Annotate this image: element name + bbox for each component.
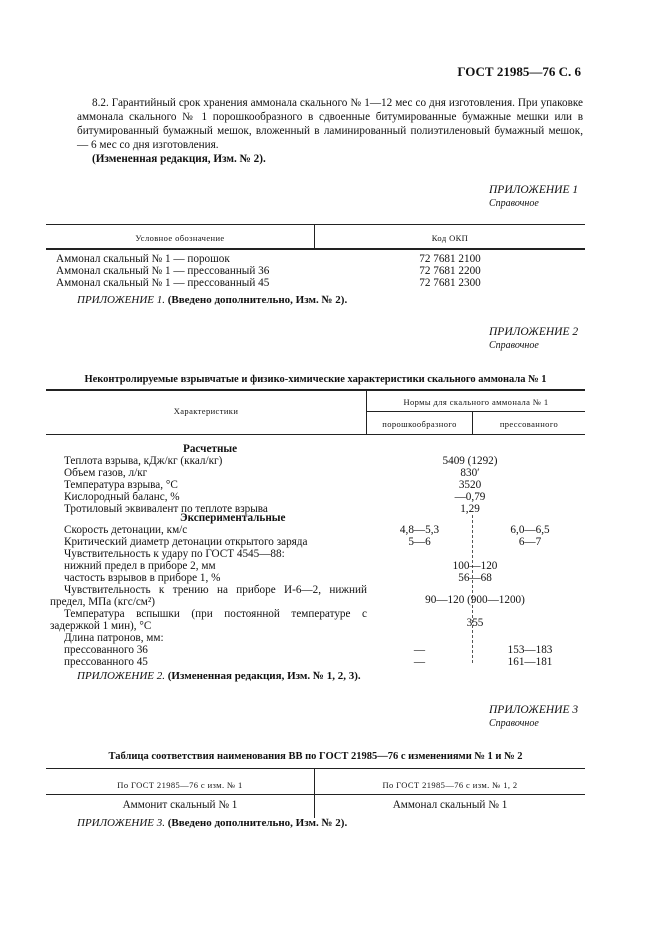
appendix3-title: ПРИЛОЖЕНИЕ 3 xyxy=(489,704,579,716)
calc-row-value: 830′ xyxy=(460,467,480,479)
appendix3-heading xyxy=(489,704,578,730)
appendix1-note-text: (Введено дополнительно, Изм. № 2). xyxy=(167,294,348,306)
appendix2-note xyxy=(77,670,361,682)
detonation-speed-pressed: 6,0—6,5 xyxy=(510,524,550,536)
appendix1-subtitle: Справочное xyxy=(489,198,539,209)
calc-row-value: 5409 (1292) xyxy=(442,455,498,467)
appendix2-table-title: Неконтролируемые взрывчатые и физико-химические характеристики скального аммонала № 1 xyxy=(84,374,547,385)
appendix2-heading xyxy=(489,326,578,352)
appendix3-note-text: (Введено дополнительно, Изм. № 2). xyxy=(167,817,348,829)
appendix1-col-code: Код ОКП xyxy=(431,233,469,243)
appendix2-col-characteristics: Характеристики xyxy=(173,406,239,416)
calc-row-name: Объем газов, л/кг xyxy=(64,467,148,479)
appendix2-col-norms: Нормы для скального аммонала № 1 xyxy=(403,397,549,407)
pressed45-pressed: 161—181 xyxy=(507,656,553,668)
pressed45-label: прессованного 45 xyxy=(64,656,148,668)
appendix1-row-name: Аммонал скальный № 1 — порошок xyxy=(56,253,230,265)
page-header: ГОСТ 21985—76 С. 6 xyxy=(457,64,581,79)
appendix1-row-code: 72 7681 2200 xyxy=(419,265,481,277)
pressed36-pressed: 153—183 xyxy=(507,644,553,656)
section-8-2-amendment: (Измененная редакция, Изм. № 2). xyxy=(92,153,266,165)
section-8-2 xyxy=(77,96,583,166)
appendix2-section-calc: Расчетные xyxy=(183,443,238,455)
calc-row-name: Теплота взрыва, кДж/кг (ккал/кг) xyxy=(64,455,223,467)
appendix1-row-name: Аммонал скальный № 1 — прессованный 45 xyxy=(56,277,270,289)
pressed36-powder: — xyxy=(413,644,426,656)
calc-row-value: 1,29 xyxy=(460,503,480,515)
calc-row-value: 3520 xyxy=(458,479,482,491)
calc-row-name: Температура взрыва, °С xyxy=(64,479,178,491)
detonation-speed-powder: 4,8—5,3 xyxy=(399,524,440,536)
appendix2-header-rule xyxy=(46,434,585,435)
appendix3-subtitle: Справочное xyxy=(489,718,539,729)
appendix1-heading xyxy=(489,184,578,210)
appendix1-row-name: Аммонал скальный № 1 — прессованный 36 xyxy=(56,265,270,277)
calc-row-value: —0,79 xyxy=(454,491,486,503)
appendix1-row-code: 72 7681 2300 xyxy=(419,277,481,289)
appendix1-col-designation: Условное обозначение xyxy=(135,233,225,243)
appendix3-note-label: ПРИЛОЖЕНИЕ 3. xyxy=(77,817,165,829)
appendix3-table-title: Таблица соответствия наименования ВВ по ГОСТ 21985—76 с изменениями № 1 и № 2 xyxy=(108,751,523,762)
lower-limit-value: 100—120 xyxy=(452,560,498,572)
flash-label-line2: задержкой 1 мин), °С xyxy=(50,620,152,632)
explosion-freq-label: частость взрывов в приборе 1, % xyxy=(64,572,221,584)
appendix1-note xyxy=(77,294,347,306)
pressed36-label: прессованного 36 xyxy=(64,644,148,656)
explosion-freq-value: 56—68 xyxy=(458,572,492,584)
appendix3-col-right: По ГОСТ 21985—76 с изм. № 1, 2 xyxy=(382,780,518,790)
appendix3-table-top-rule xyxy=(46,768,585,769)
friction-label-line1: Чувствительность к трению на приборе И-6—2, нижний xyxy=(64,584,367,596)
friction-label-line2: предел, МПа (кгс/см²) xyxy=(50,596,155,608)
appendix2-col-pressed: прессованного xyxy=(499,419,559,429)
section-8-2-text: 8.2. Гарантийный срок хранения аммонала скального № 1—12 мес со дня изготовления. При упаковке аммонала скального № 1 порошкообразного в сдвоенные битумированные бумажные мешки или в битумированный бумажный мешок, вложенный в ламинированный полиэтиленовый бумажный мешок, — 6 мес со дня изготовления. xyxy=(77,97,583,151)
appendix3-left-value: Аммонит скальный № 1 xyxy=(122,799,238,811)
appendix3-right-value: Аммонал скальный № 1 xyxy=(392,799,508,811)
appendix2-table-top-rule xyxy=(46,389,585,391)
critical-diameter-powder: 5—6 xyxy=(408,536,431,548)
appendix2-subtitle: Справочное xyxy=(489,340,539,351)
critical-diameter-pressed: 6—7 xyxy=(518,536,542,548)
calc-row-name: Тротиловый эквивалент по теплоте взрыва xyxy=(64,503,268,515)
appendix2-note-label: ПРИЛОЖЕНИЕ 2. xyxy=(77,670,165,682)
appendix1-table-top-rule xyxy=(46,224,585,225)
appendix2-col-powder: порошкообразного xyxy=(382,419,457,429)
cartridge-length-label: Длина патронов, мм: xyxy=(64,632,164,644)
detonation-speed-label: Скорость детонации, км/с xyxy=(64,524,188,536)
critical-diameter-label: Критический диаметр детонации открытого заряда xyxy=(64,536,308,548)
appendix1-title: ПРИЛОЖЕНИЕ 1 xyxy=(489,184,579,196)
flash-value: 355 xyxy=(466,617,484,629)
flash-label-line1: Температура вспышки (при постоянной температуре с xyxy=(64,608,367,620)
appendix3-header-rule xyxy=(46,794,585,795)
appendix3-note xyxy=(77,817,347,829)
appendix1-row-code: 72 7681 2100 xyxy=(419,253,481,265)
appendix1-note-label: ПРИЛОЖЕНИЕ 1. xyxy=(77,294,165,306)
appendix3-col-left: По ГОСТ 21985—76 с изм. № 1 xyxy=(117,780,243,790)
appendix2-body-divider xyxy=(472,515,473,663)
appendix1-header-rule xyxy=(46,248,585,250)
lower-limit-label: нижний предел в приборе 2, мм xyxy=(64,560,216,572)
friction-value: 90—120 (900—1200) xyxy=(425,594,525,606)
appendix2-note-text: (Измененная редакция, Изм. № 1, 2, 3). xyxy=(167,670,361,682)
calc-row-name: Кислородный баланс, % xyxy=(64,491,180,503)
appendix2-title: ПРИЛОЖЕНИЕ 2 xyxy=(489,326,579,338)
appendix2-section-exp: Экспериментальные xyxy=(180,512,286,524)
impact-sensitivity-label: Чувствительность к удару по ГОСТ 4545—88: xyxy=(64,548,285,560)
pressed45-powder: — xyxy=(413,656,426,668)
appendix2-subheader-rule xyxy=(367,411,585,412)
